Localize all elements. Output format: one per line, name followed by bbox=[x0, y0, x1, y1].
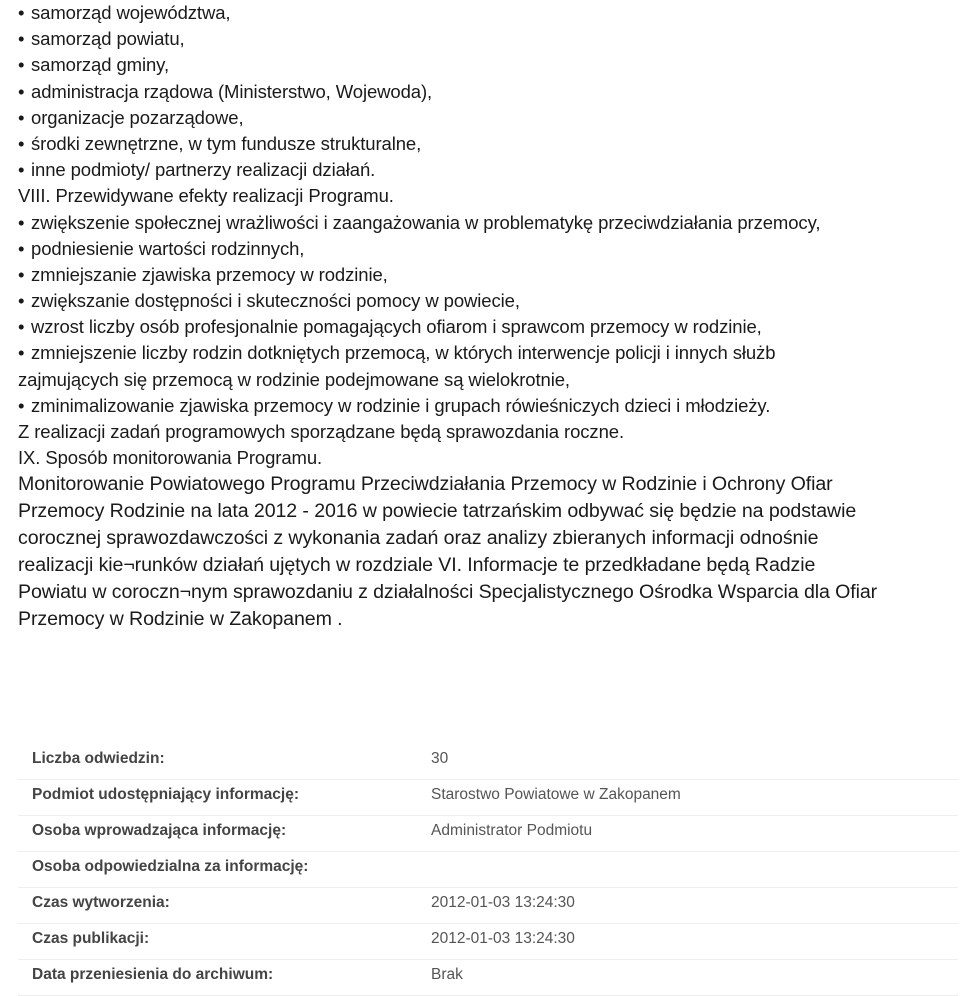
bullet-icon: • bbox=[18, 316, 25, 338]
metadata-table bbox=[18, 744, 958, 996]
list-item bbox=[18, 0, 958, 26]
list-item bbox=[18, 262, 958, 288]
list-item-text: zwiększenie społecznej wrażliwości i zaangażowania w problematykę przeciwdziałania przemocy, bbox=[31, 211, 821, 233]
list-item-text: zmniejszenie liczby rodzin dotkniętych przemocą, w których interwencje policji i innych służb bbox=[31, 342, 776, 364]
list-item bbox=[18, 236, 958, 262]
list-item bbox=[18, 52, 958, 78]
bullet-icon: • bbox=[18, 237, 25, 259]
list-item bbox=[18, 210, 958, 236]
metadata-value: 2012-01-03 13:24:30 bbox=[431, 930, 575, 947]
metadata-row-created bbox=[18, 888, 958, 924]
list-item bbox=[18, 157, 958, 183]
list-item-text: podniesienie wartości rodzinnych, bbox=[31, 237, 305, 259]
list-item bbox=[18, 79, 958, 105]
bullet-icon: • bbox=[18, 132, 25, 154]
list-item bbox=[18, 131, 958, 157]
metadata-row-entered-by bbox=[18, 816, 958, 852]
list-item-text: samorząd powiatu, bbox=[31, 28, 185, 50]
section-ix-heading: IX. Sposób monitorowania Programu. bbox=[18, 447, 323, 469]
metadata-row-archived bbox=[18, 960, 958, 996]
metadata-label: Liczba odwiedzin: bbox=[32, 750, 165, 767]
paragraph-line: realizacji kie¬runków działań ujętych w rozdziale VI. Informacje te przedkładane będą Radzie bbox=[18, 554, 816, 577]
list-item-text: organizacje pozarządowe, bbox=[31, 106, 244, 128]
bullet-icon: • bbox=[18, 211, 25, 233]
metadata-value: 2012-01-03 13:24:30 bbox=[431, 894, 575, 911]
metadata-label: Osoba odpowiedzialna za informację: bbox=[32, 858, 309, 875]
metadata-label: Podmiot udostępniający informację: bbox=[32, 786, 299, 803]
list-item-text: zminimalizowanie zjawiska przemocy w rodzinie i grupach rówieśniczych dzieci i młodzieży. bbox=[31, 394, 771, 416]
list-item bbox=[18, 26, 958, 52]
document-content bbox=[18, 0, 958, 633]
bullet-icon: • bbox=[18, 106, 25, 128]
bullet-icon: • bbox=[18, 290, 25, 312]
list-item-text: zwiększanie dostępności i skuteczności pomocy w powiecie, bbox=[31, 290, 520, 312]
list-item bbox=[18, 340, 958, 366]
metadata-value: Starostwo Powiatowe w Zakopanem bbox=[431, 786, 681, 803]
funding-sources-list bbox=[18, 0, 958, 183]
list-item bbox=[18, 288, 958, 314]
metadata-label: Czas wytworzenia: bbox=[32, 894, 170, 911]
monitoring-paragraph bbox=[18, 471, 958, 633]
paragraph-line: Powiatu w coroczn¬nym sprawozdaniu z działalności Specjalistycznego Ośrodka Wsparcia dla Ofiar bbox=[18, 581, 878, 604]
list-item bbox=[18, 105, 958, 131]
list-item bbox=[18, 314, 958, 340]
effects-list bbox=[18, 210, 958, 420]
bullet-icon: • bbox=[18, 2, 25, 23]
bullet-icon: • bbox=[18, 342, 25, 364]
paragraph-line: Monitorowanie Powiatowego Programu Przeciwdziałania Przemocy w Rodzinie i Ochrony Ofiar bbox=[18, 473, 833, 496]
bullet-icon: • bbox=[18, 54, 25, 76]
list-item-text: wzrost liczby osób profesjonalnie pomagających ofiarom i sprawcom przemocy w rodzinie, bbox=[31, 316, 762, 338]
metadata-value: Brak bbox=[431, 966, 463, 983]
paragraph-line: corocznej sprawozdawczości z wykonania zadań oraz analizy zbieranych informacji odnośnie bbox=[18, 527, 819, 550]
list-item-continuation: zajmujących się przemocą w rodzinie podejmowane są wielokrotnie, bbox=[18, 368, 570, 390]
list-item-text: samorząd województwa, bbox=[31, 2, 231, 23]
bullet-icon: • bbox=[18, 28, 25, 50]
reports-line: Z realizacji zadań programowych sporządzane będą sprawozdania roczne. bbox=[18, 421, 624, 442]
list-item-text: administracja rządowa (Ministerstwo, Wojewoda), bbox=[31, 80, 433, 102]
metadata-row-publisher bbox=[18, 780, 958, 816]
section-viii-heading: VIII. Przewidywane efekty realizacji Programu. bbox=[18, 185, 394, 207]
metadata-value: Administrator Podmiotu bbox=[431, 822, 593, 839]
metadata-row-published bbox=[18, 924, 958, 960]
bullet-icon: • bbox=[18, 80, 25, 102]
metadata-label: Data przeniesienia do archiwum: bbox=[32, 966, 274, 983]
metadata-row-responsible bbox=[18, 852, 958, 888]
list-item-text: samorząd gminy, bbox=[31, 54, 169, 76]
list-item bbox=[18, 393, 958, 419]
paragraph-line: Przemocy Rodzinie na lata 2012 - 2016 w powiecie tatrzańskim odbywać się będzie na podstawie bbox=[18, 500, 857, 523]
list-item-text: środki zewnętrzne, w tym fundusze strukturalne, bbox=[31, 132, 422, 154]
metadata-label: Czas publikacji: bbox=[32, 930, 150, 947]
bullet-icon: • bbox=[18, 394, 25, 416]
metadata-row-visits bbox=[18, 744, 958, 780]
bullet-icon: • bbox=[18, 263, 25, 285]
bullet-icon: • bbox=[18, 159, 25, 181]
list-item-text: inne podmioty/ partnerzy realizacji działań. bbox=[31, 159, 376, 181]
list-item-text: zmniejszanie zjawiska przemocy w rodzinie, bbox=[31, 263, 388, 285]
metadata-value: 30 bbox=[431, 750, 449, 767]
metadata-label: Osoba wprowadzająca informację: bbox=[32, 822, 287, 839]
paragraph-line: Przemocy w Rodzinie w Zakopanem . bbox=[18, 608, 343, 631]
